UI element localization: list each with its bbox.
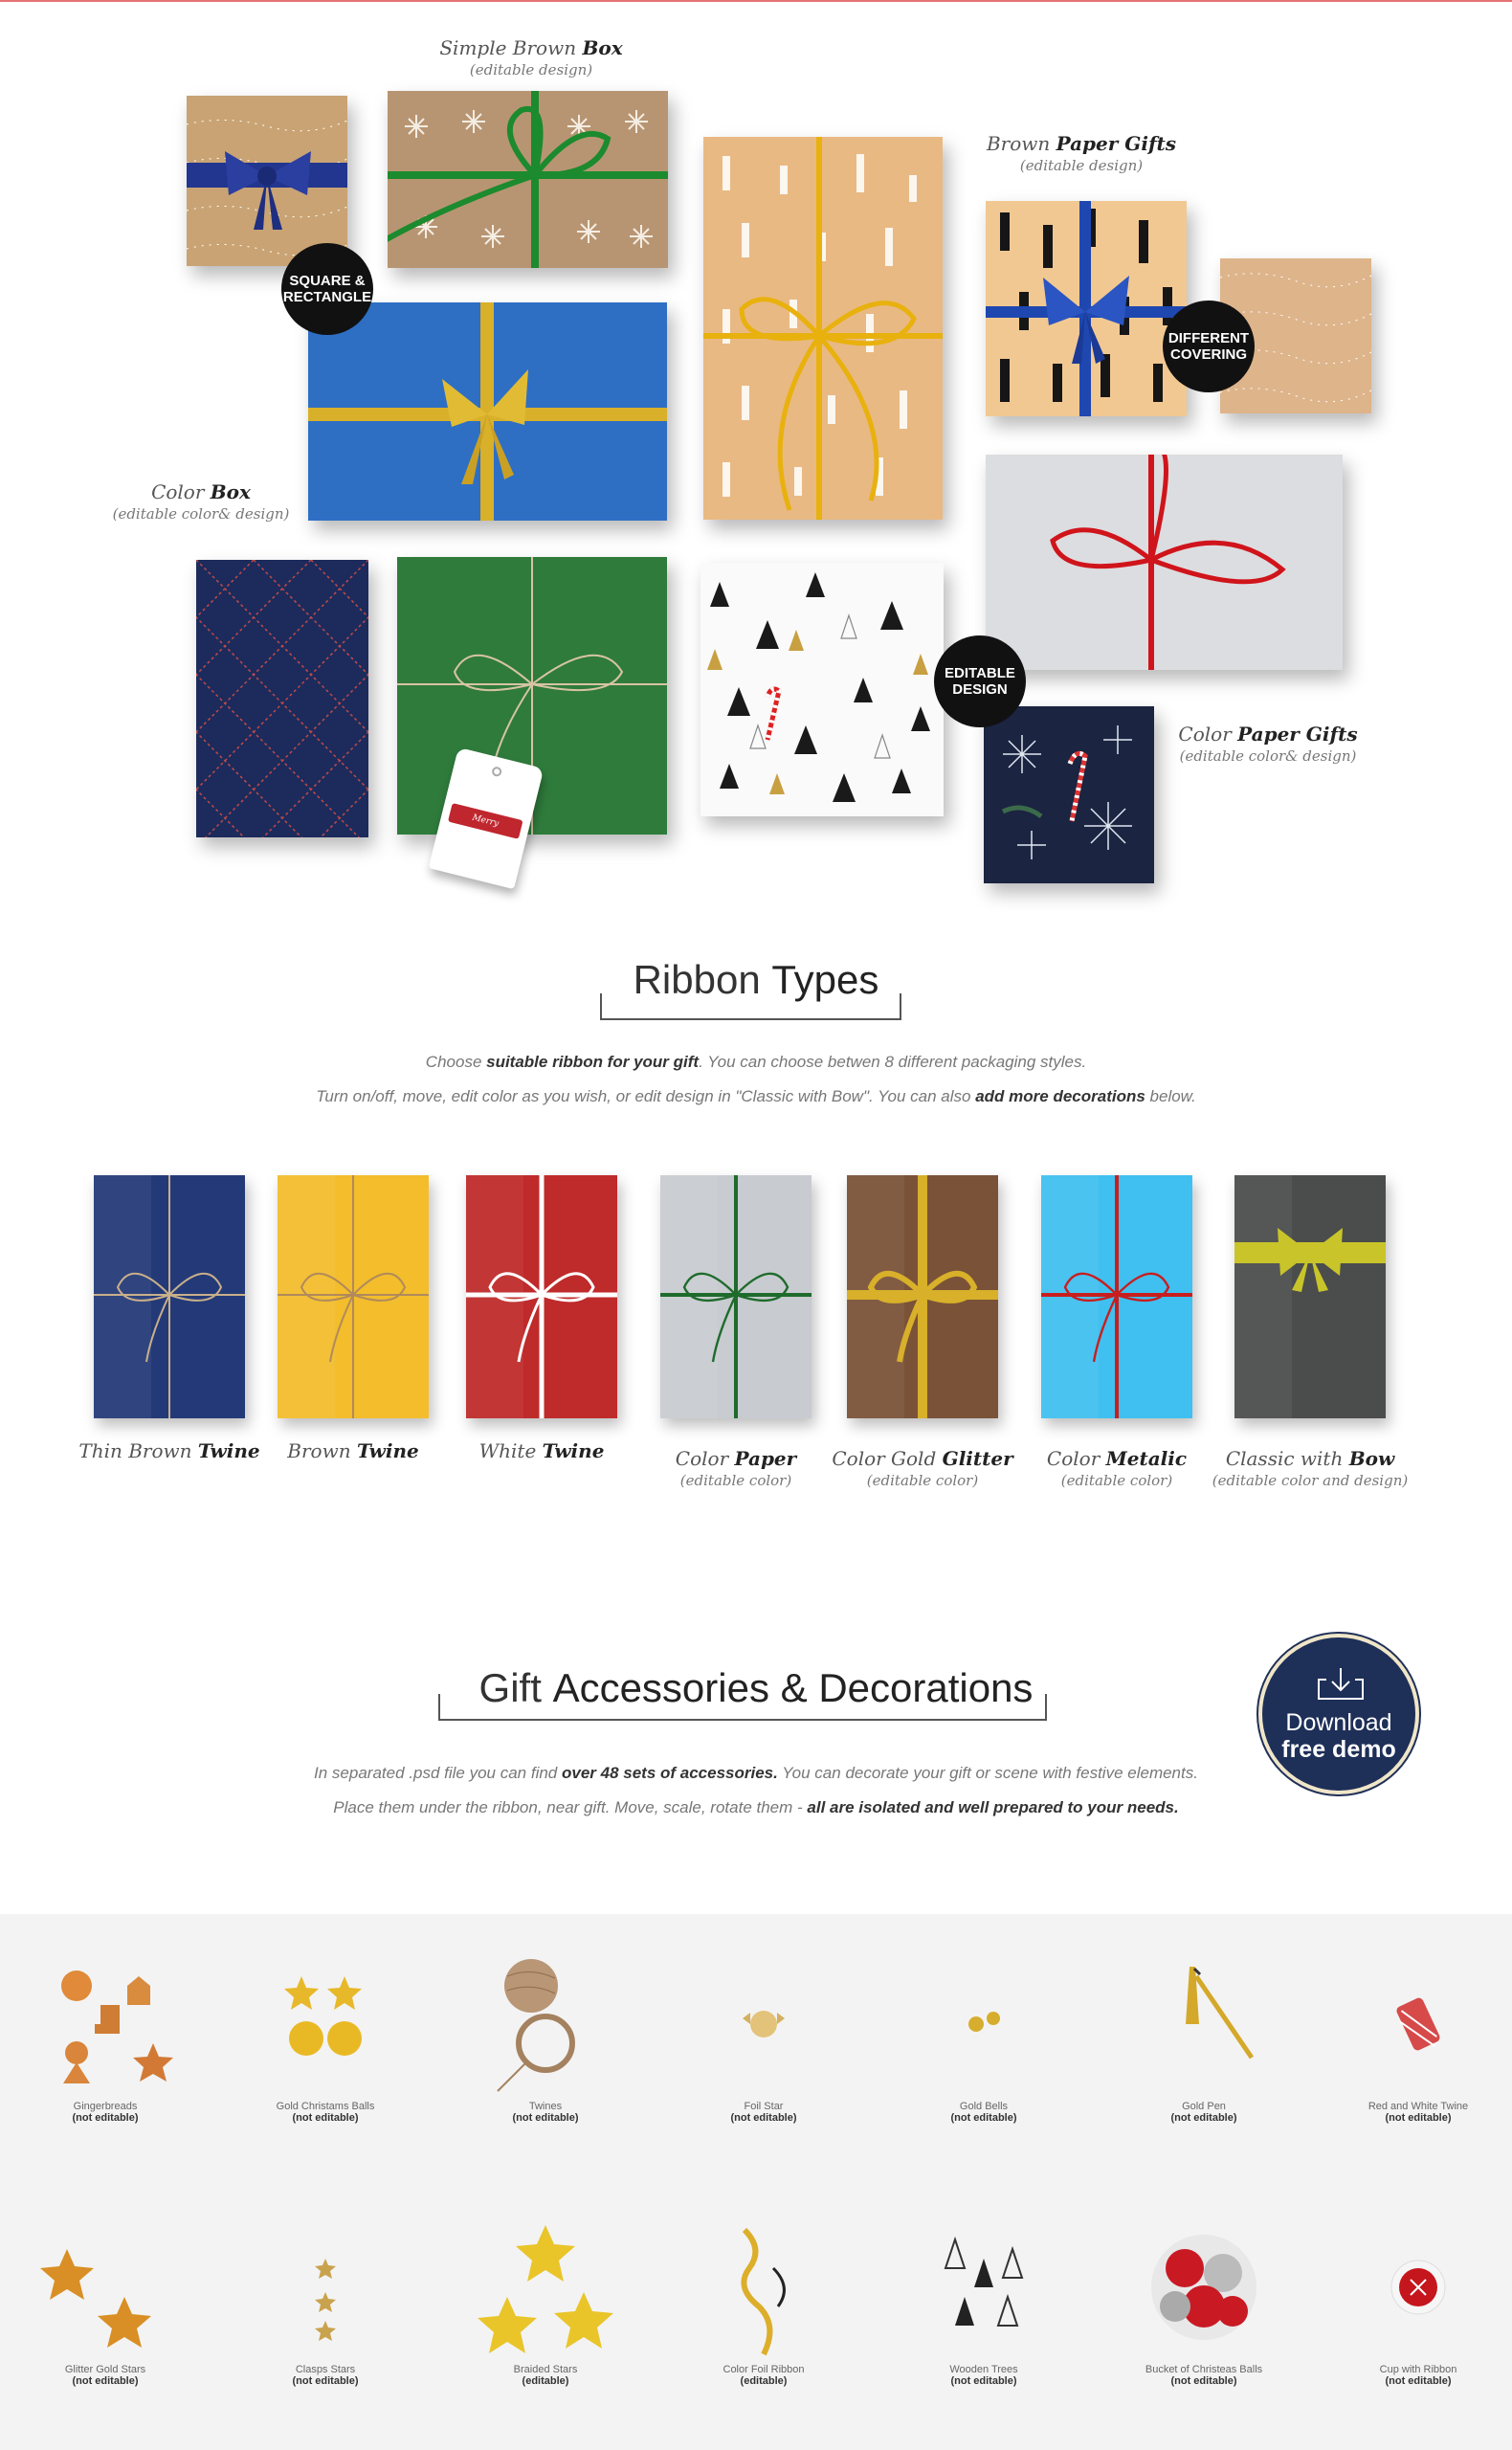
ribbon-gift-3	[660, 1175, 812, 1418]
ribbon-gift-2	[466, 1175, 617, 1418]
ribbon-title-bracket	[600, 993, 901, 1020]
download-label-line2: free demo	[1281, 1736, 1396, 1763]
gift-kraft-blue-bow	[187, 96, 347, 266]
accessory-name: Glitter Gold Stars	[64, 2364, 146, 2375]
label-color-box: Color Box (editable color& design)	[112, 480, 290, 523]
accessory-image	[1108, 2211, 1300, 2364]
ribbon-gift-4	[847, 1175, 998, 1418]
ribbon-description-line1: Choose suitable ribbon for your gift. You can choose betwen 8 different packaging styles.	[425, 1053, 1087, 1071]
ribbon-label-title: Thin Brown Twine	[78, 1439, 260, 1462]
ribbon-label-title: Brown Twine	[287, 1439, 419, 1462]
accessory-name: Bucket of Christeas Balls	[1145, 2364, 1263, 2375]
accessories-title: Gift Accessories & Decorations	[478, 1665, 1034, 1710]
gift-navy-snowflakes	[984, 706, 1154, 883]
accessory-note: (editable)	[740, 2375, 788, 2387]
accessory-item	[230, 1948, 421, 2124]
tag-label: Merry Christmas	[448, 803, 523, 839]
gift-blue-color-box	[308, 302, 667, 521]
accessory-name: Braided Stars	[513, 2364, 578, 2375]
accessory-item	[888, 1948, 1079, 2124]
label-color-paper-gifts: Color Paper Gifts (editable color& design)	[1178, 723, 1358, 765]
label-simple-brown-box: Simple Brown Box (editable design)	[439, 36, 623, 78]
gift-white-trees	[700, 563, 944, 816]
ribbon-label-2	[436, 1439, 647, 1464]
accessory-item	[1323, 2211, 1512, 2387]
gift-navy-argyle	[196, 560, 368, 837]
accessory-image	[888, 1948, 1079, 2101]
accessory-item	[668, 2211, 859, 2387]
gift-tall-kraft-gold	[703, 137, 943, 520]
accessory-item	[10, 2211, 201, 2387]
accessory-image	[1323, 1948, 1512, 2101]
accessory-item	[888, 2211, 1079, 2387]
accessories-description-line2: Place them under the ribbon, near gift. Move, scale, rotate them - all are isolated and well prepared to your needs.	[333, 1798, 1179, 1816]
download-icon	[1317, 1666, 1365, 1701]
accessory-item	[450, 1948, 641, 2124]
accessory-image	[450, 1948, 641, 2101]
ribbon-label-sub: (editable color)	[866, 1472, 979, 1489]
ribbon-label-title: Classic with Bow	[1225, 1447, 1395, 1470]
ribbon-label-title: Color Gold Glitter	[832, 1447, 1013, 1470]
accessory-item	[1108, 2211, 1300, 2387]
gift-simple-brown-box	[388, 91, 668, 268]
accessory-item	[230, 2211, 421, 2387]
accessory-item	[450, 2211, 641, 2387]
accessory-note: (not editable)	[1385, 2112, 1452, 2124]
accessory-item	[668, 1948, 859, 2124]
badge-different-covering: DIFFERENT COVERING	[1163, 301, 1255, 392]
ribbon-label-sub: (editable color)	[1060, 1472, 1173, 1489]
badge-square-rectangle: SQUARE & RECTANGLE	[281, 243, 373, 335]
accessory-note: (not editable)	[72, 2375, 139, 2387]
accessories-title-bracket	[438, 1694, 1047, 1721]
ribbon-label-title: Color Metalic	[1046, 1447, 1188, 1470]
ribbon-label-6	[1205, 1447, 1415, 1489]
accessory-image	[10, 1948, 201, 2101]
accessory-image	[668, 2211, 859, 2364]
gift-grey-red-ribbon	[986, 455, 1343, 670]
accessory-note: (not editable)	[1170, 2375, 1237, 2387]
accessory-note: (not editable)	[950, 2112, 1017, 2124]
accessory-name: Gingerbreads	[73, 2101, 138, 2112]
accessory-name: Wooden Trees	[949, 2364, 1018, 2375]
accessory-name: Clasps Stars	[295, 2364, 356, 2375]
accessory-note: (not editable)	[1385, 2375, 1452, 2387]
accessories-description-line1: In separated .psd file you can find over 48 sets of accessories. You can decorate your gift or scene with festive elements.	[314, 1764, 1198, 1782]
accessory-image	[668, 1948, 859, 2101]
ribbon-description	[0, 1045, 1512, 1114]
ribbon-label-4	[817, 1447, 1028, 1489]
ribbon-label-3	[631, 1447, 841, 1489]
accessory-note: (not editable)	[512, 2112, 579, 2124]
accessory-name: Twines	[528, 2101, 563, 2112]
accessory-image	[230, 1948, 421, 2101]
badge-editable-design: EDITABLE DESIGN	[934, 635, 1026, 727]
ribbon-label-title: Color Paper	[675, 1447, 797, 1470]
accessory-item	[1108, 1948, 1300, 2124]
ribbon-types-title: Ribbon Types	[633, 957, 879, 1002]
label-brown-paper-gifts: Brown Paper Gifts (editable design)	[986, 132, 1177, 174]
tag-hole	[491, 766, 502, 777]
ribbon-gift-6	[1234, 1175, 1386, 1418]
ribbon-label-1	[248, 1439, 458, 1464]
accessory-note: (not editable)	[730, 2112, 797, 2124]
accessory-note: (editable)	[522, 2375, 569, 2387]
accessory-image	[450, 2211, 641, 2364]
accessory-note: (not editable)	[1170, 2112, 1237, 2124]
ribbon-gift-1	[278, 1175, 429, 1418]
ribbon-label-0	[64, 1439, 275, 1464]
accessory-item	[1323, 1948, 1512, 2124]
accessory-name: Gold Bells	[959, 2101, 1009, 2112]
accessory-note: (not editable)	[292, 2112, 359, 2124]
accessory-image	[10, 2211, 201, 2364]
accessory-image	[1323, 2211, 1512, 2364]
accessory-image	[230, 2211, 421, 2364]
top-accent-line	[0, 0, 1512, 2]
accessory-name: Gold Pen	[1182, 2101, 1226, 2112]
accessory-name: Color Foil Ribbon	[723, 2364, 805, 2375]
accessory-image	[1108, 1948, 1300, 2101]
download-label-line1: Download	[1285, 1709, 1392, 1736]
accessory-note: (not editable)	[950, 2375, 1017, 2387]
ribbon-gift-0	[94, 1175, 245, 1418]
ribbon-description-line2: Turn on/off, move, edit color as you wish, or edit design in "Classic with Bow". You can also add more decorations below.	[316, 1087, 1196, 1105]
accessory-name: Gold Christams Balls	[276, 2101, 375, 2112]
ribbon-label-sub: (editable color)	[679, 1472, 792, 1489]
accessory-name: Red and White Twine	[1367, 2101, 1469, 2112]
ribbon-label-sub: (editable color and design)	[1212, 1472, 1409, 1489]
accessory-name: Cup with Ribbon	[1379, 2364, 1457, 2375]
accessory-note: (not editable)	[72, 2112, 139, 2124]
gift-brown-paper-black-strokes	[986, 201, 1187, 416]
accessory-item	[10, 1948, 201, 2124]
ribbon-gift-5	[1041, 1175, 1192, 1418]
ribbon-label-title: White Twine	[478, 1439, 605, 1462]
ribbon-label-5	[1012, 1447, 1222, 1489]
accessory-image	[888, 2211, 1079, 2364]
accessory-name: Foil Star	[744, 2101, 784, 2112]
download-demo-button[interactable]	[1258, 1634, 1419, 1794]
accessory-note: (not editable)	[292, 2375, 359, 2387]
